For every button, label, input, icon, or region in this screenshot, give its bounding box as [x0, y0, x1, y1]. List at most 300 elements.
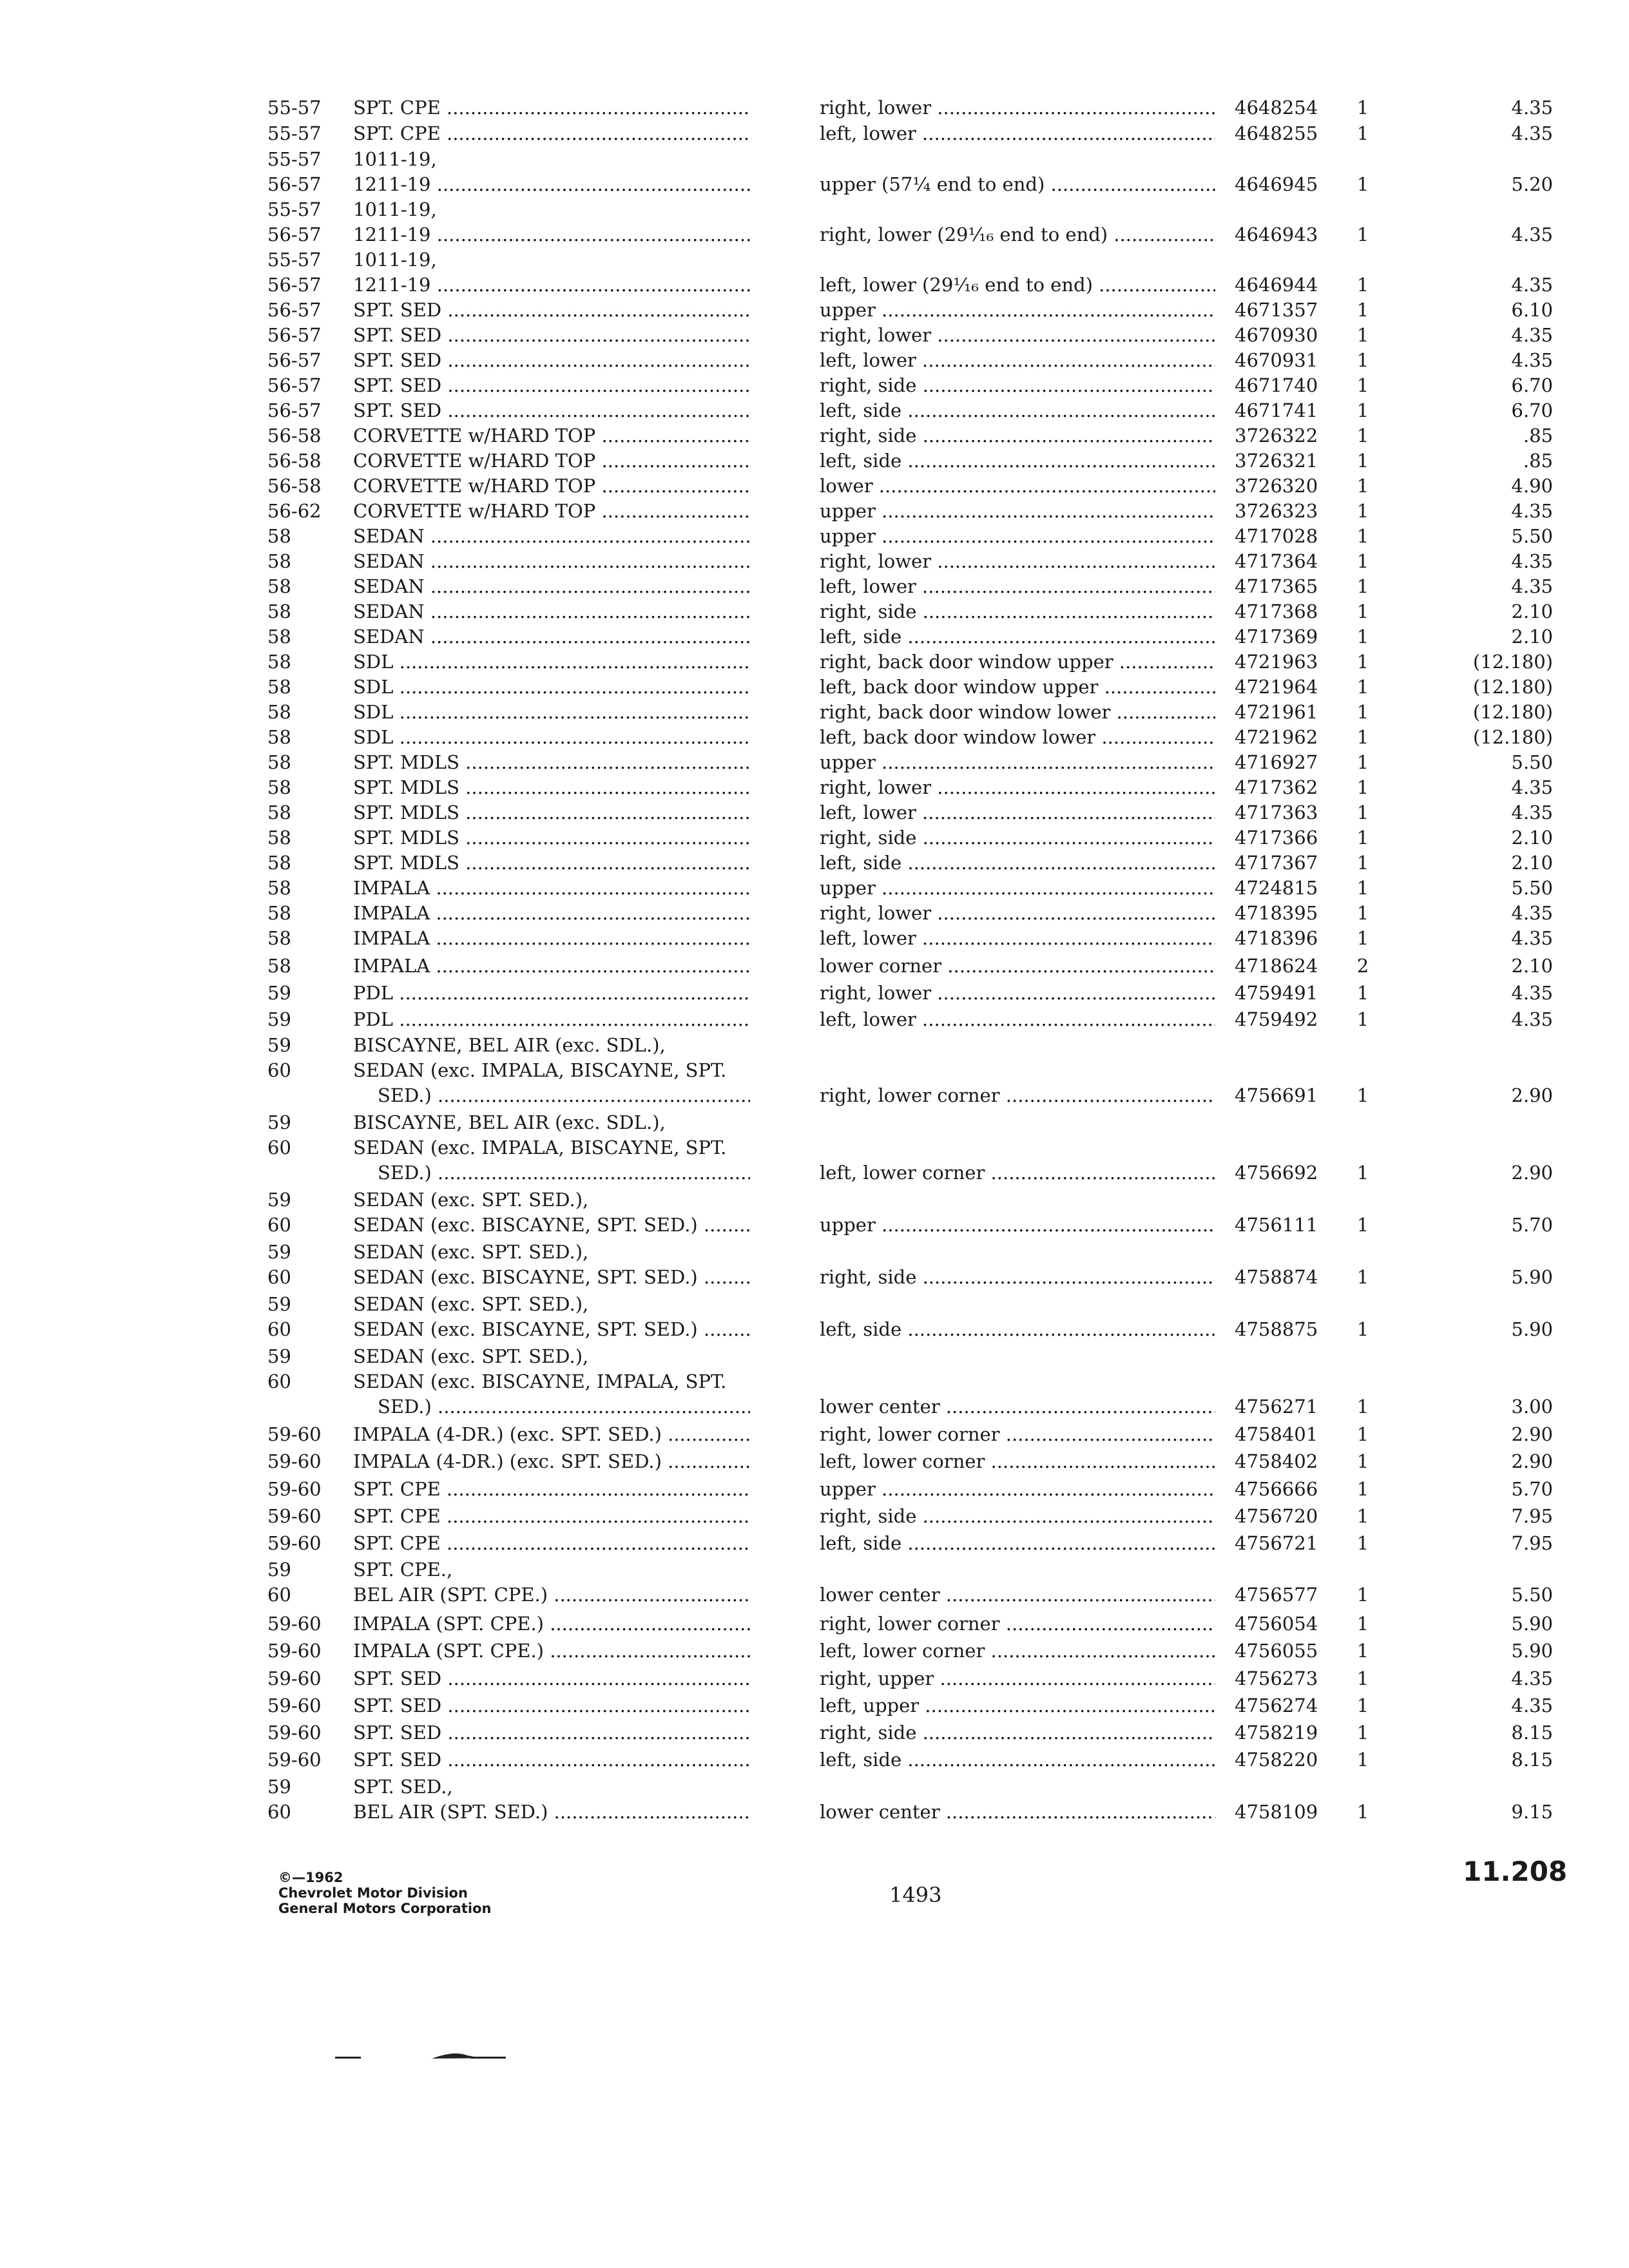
- model-cell: SPT. CPE .....: [353, 95, 750, 120]
- price-cell: 4.35: [1511, 122, 1553, 144]
- model-cell: SEDAN (exc. IMPALA, BISCAYNE, SPT.: [353, 1137, 727, 1158]
- price-cell: 4.35: [1511, 927, 1553, 949]
- catalog-row: [0, 1477, 1629, 1502]
- description-cell: left, lower .....: [820, 121, 1215, 146]
- year-cell: 58: [267, 726, 291, 748]
- description-cell: left, lower .....: [820, 800, 1215, 825]
- price-cell: 7.95: [1511, 1505, 1553, 1527]
- price-cell: 4.35: [1511, 575, 1553, 597]
- description-cell: lower center .....: [820, 1800, 1215, 1825]
- catalog-row-line: [0, 1720, 1629, 1745]
- model-cell: BEL AIR (SPT. SED.) .....: [353, 1800, 750, 1825]
- description-cell: upper (57¼ end to end) .....: [820, 172, 1215, 197]
- catalog-row-line: [0, 1557, 1629, 1582]
- year-cell: 55-57: [267, 97, 322, 119]
- part-number-cell: 4756055: [1235, 1640, 1318, 1662]
- year-cell: 56-57: [267, 299, 322, 321]
- part-number-cell: 4717365: [1235, 575, 1318, 597]
- catalog-row: [0, 675, 1629, 700]
- price-cell: 5.50: [1511, 877, 1553, 899]
- description-cell: right, lower .....: [820, 775, 1215, 800]
- catalog-row: [0, 1639, 1629, 1664]
- price-cell: 4.35: [1511, 500, 1553, 522]
- catalog-row-line: [0, 1240, 1629, 1265]
- catalog-row: [0, 448, 1629, 474]
- catalog-row: [0, 954, 1629, 979]
- catalog-row-line: [0, 624, 1629, 649]
- description-cell: left, lower .....: [820, 348, 1215, 373]
- part-number-cell: 4718624: [1235, 955, 1318, 977]
- catalog-row: [0, 725, 1629, 750]
- model-cell: SEDAN (exc. SPT. SED.),: [353, 1345, 589, 1367]
- model-cell: SPT. CPE .....: [353, 121, 750, 146]
- catalog-row: [0, 1449, 1629, 1474]
- model-cell: SPT. CPE .....: [353, 1477, 750, 1502]
- description-cell: right, side .....: [820, 1265, 1215, 1290]
- model-cell: SPT. SED .....: [353, 373, 750, 398]
- catalog-row-line: [0, 700, 1629, 725]
- quantity-cell: 1: [1356, 852, 1369, 874]
- quantity-cell: 1: [1356, 601, 1369, 622]
- price-cell: (12.180): [1472, 701, 1553, 723]
- model-cell: SPT. MDLS .....: [353, 850, 750, 876]
- model-cell: SEDAN (exc. BISCAYNE, SPT. SED.) .....: [353, 1265, 750, 1290]
- description-cell: left, lower .....: [820, 574, 1215, 599]
- catalog-row: [0, 1344, 1629, 1419]
- catalog-row-line: [0, 1292, 1629, 1317]
- part-number-cell: 4671357: [1235, 299, 1318, 321]
- model-cell: SPT. CPE.,: [353, 1559, 453, 1581]
- price-cell: 4.35: [1511, 97, 1553, 119]
- description-cell: lower center .....: [820, 1394, 1215, 1419]
- quantity-cell: 1: [1356, 776, 1369, 798]
- year-cell: 56-57: [267, 324, 322, 346]
- model-cell: CORVETTE w/HARD TOP .....: [353, 448, 750, 474]
- catalog-row-line: [0, 524, 1629, 549]
- page-number: 1493: [889, 1883, 942, 1907]
- model-cell: IMPALA .....: [353, 954, 750, 979]
- catalog-row-line: [0, 750, 1629, 775]
- model-cell: SEDAN (exc. BISCAYNE, SPT. SED.) .....: [353, 1213, 750, 1238]
- quantity-cell: 1: [1356, 1749, 1369, 1771]
- year-cell: 59: [267, 1034, 291, 1056]
- catalog-row: [0, 197, 1629, 247]
- quantity-cell: 1: [1356, 374, 1369, 396]
- catalog-row-line: [0, 1265, 1629, 1290]
- description-cell: right, side .....: [820, 1720, 1215, 1745]
- price-cell: 4.35: [1511, 982, 1553, 1004]
- quantity-cell: 1: [1356, 399, 1369, 421]
- part-number-cell: 4648255: [1235, 122, 1318, 144]
- year-cell: 59: [267, 1111, 291, 1133]
- quantity-cell: 1: [1356, 802, 1369, 823]
- year-cell: 58: [267, 601, 291, 622]
- model-cell: BISCAYNE, BEL AIR (exc. SDL.),: [353, 1111, 666, 1133]
- catalog-row: [0, 1504, 1629, 1529]
- description-cell: upper .....: [820, 524, 1215, 549]
- catalog-row: [0, 474, 1629, 499]
- part-number-cell: 4758874: [1235, 1266, 1318, 1288]
- description-cell: left, side .....: [820, 398, 1215, 423]
- quantity-cell: 1: [1356, 1695, 1369, 1716]
- catalog-row-line: [0, 423, 1629, 448]
- model-cell: SEDAN (exc. SPT. SED.),: [353, 1189, 589, 1211]
- description-cell: upper .....: [820, 876, 1215, 901]
- catalog-row-line: [0, 474, 1629, 499]
- description-cell: left, lower .....: [820, 1007, 1215, 1032]
- year-cell: 58: [267, 575, 291, 597]
- price-cell: 4.35: [1511, 550, 1553, 572]
- part-number-cell: 4756666: [1235, 1478, 1318, 1500]
- model-cell: SPT. SED .....: [353, 1666, 750, 1691]
- model-cell: 1211-19 .....: [353, 222, 750, 247]
- model-cell: 1211-19 .....: [353, 273, 750, 298]
- catalog-row-line: [0, 876, 1629, 901]
- description-cell: upper .....: [820, 750, 1215, 775]
- price-cell: 3.00: [1511, 1396, 1553, 1418]
- catalog-row-line: [0, 222, 1629, 247]
- quantity-cell: 1: [1356, 1584, 1369, 1606]
- model-cell: SPT. SED .....: [353, 1693, 750, 1718]
- part-number-cell: 4758402: [1235, 1450, 1318, 1472]
- catalog-row: [0, 649, 1629, 675]
- model-cell: SDL .....: [353, 675, 750, 700]
- part-number-cell: 3726320: [1235, 475, 1318, 497]
- catalog-row: [0, 825, 1629, 850]
- price-cell: 2.10: [1511, 626, 1553, 648]
- price-cell: 2.10: [1511, 827, 1553, 849]
- part-number-cell: 4724815: [1235, 877, 1318, 899]
- price-cell: 9.15: [1511, 1801, 1553, 1823]
- quantity-cell: 1: [1356, 1532, 1369, 1554]
- quantity-cell: 1: [1356, 1505, 1369, 1527]
- price-cell: 5.70: [1511, 1478, 1553, 1500]
- catalog-row: [0, 1774, 1629, 1825]
- year-cell: 56-58: [267, 475, 322, 497]
- description-cell: right, back door window lower .....: [820, 700, 1215, 725]
- quantity-cell: 1: [1356, 425, 1369, 447]
- catalog-row-line: [0, 121, 1629, 146]
- price-cell: 5.50: [1511, 1584, 1553, 1606]
- catalog-row-line: [0, 448, 1629, 474]
- catalog-row: [0, 1292, 1629, 1342]
- model-cell: IMPALA (SPT. CPE.) .....: [353, 1639, 750, 1664]
- year-cell: 56-58: [267, 450, 322, 472]
- year-cell: 59: [267, 1008, 291, 1030]
- model-cell: SPT. MDLS .....: [353, 750, 750, 775]
- catalog-row-line: [0, 926, 1629, 951]
- price-cell: 5.70: [1511, 1214, 1553, 1236]
- description-cell: right, lower corner .....: [820, 1611, 1215, 1637]
- model-cell: SEDAN .....: [353, 599, 750, 624]
- part-number-cell: 4756691: [1235, 1084, 1318, 1106]
- price-cell: 6.70: [1511, 399, 1553, 421]
- part-number-cell: 4756577: [1235, 1584, 1318, 1606]
- year-cell: 56-58: [267, 425, 322, 447]
- catalog-row: [0, 876, 1629, 901]
- catalog-row: [0, 1531, 1629, 1556]
- catalog-row-line: [0, 1477, 1629, 1502]
- description-cell: lower corner .....: [820, 954, 1215, 979]
- model-cell: IMPALA (SPT. CPE.) .....: [353, 1611, 750, 1637]
- quantity-cell: 1: [1356, 751, 1369, 773]
- quantity-cell: 1: [1356, 525, 1369, 547]
- part-number-cell: 4717369: [1235, 626, 1318, 648]
- description-cell: left, lower corner .....: [820, 1160, 1215, 1186]
- part-number-cell: 4721962: [1235, 726, 1318, 748]
- description-cell: left, side .....: [820, 1317, 1215, 1342]
- catalog-row-line: [0, 954, 1629, 979]
- year-cell: 59-60: [267, 1640, 322, 1662]
- year-cell: 60: [267, 1059, 291, 1081]
- part-number-cell: 4756720: [1235, 1505, 1318, 1527]
- description-cell: left, lower corner .....: [820, 1449, 1215, 1474]
- scan-artifact-mark: [335, 2049, 554, 2062]
- year-cell: 58: [267, 852, 291, 874]
- model-cell: SPT. CPE .....: [353, 1504, 750, 1529]
- catalog-row-line: [0, 95, 1629, 120]
- model-cell: SEDAN (exc. IMPALA, BISCAYNE, SPT.: [353, 1059, 727, 1081]
- catalog-row-line: [0, 800, 1629, 825]
- part-number-cell: 3726322: [1235, 425, 1318, 447]
- price-cell: 5.50: [1511, 525, 1553, 547]
- catalog-row-line: [0, 1394, 1629, 1419]
- year-cell: 58: [267, 877, 291, 899]
- description-cell: right, lower .....: [820, 981, 1215, 1006]
- catalog-row-line: [0, 1083, 1629, 1108]
- price-cell: 6.70: [1511, 374, 1553, 396]
- catalog-row: [0, 323, 1629, 348]
- quantity-cell: 1: [1356, 1084, 1369, 1106]
- catalog-row: [0, 147, 1629, 197]
- year-cell: 59-60: [267, 1749, 322, 1771]
- description-cell: right, lower corner .....: [820, 1083, 1215, 1108]
- price-cell: 8.15: [1511, 1749, 1553, 1771]
- catalog-row: [0, 1187, 1629, 1238]
- description-cell: right, side .....: [820, 373, 1215, 398]
- price-cell: .85: [1523, 425, 1553, 447]
- model-cell: SED.) .....: [378, 1394, 750, 1419]
- quantity-cell: 1: [1356, 1667, 1369, 1689]
- description-cell: right, lower .....: [820, 549, 1215, 574]
- description-cell: left, side .....: [820, 1747, 1215, 1773]
- catalog-row: [0, 901, 1629, 926]
- part-number-cell: 4670930: [1235, 324, 1318, 346]
- quantity-cell: 1: [1356, 1318, 1369, 1340]
- catalog-row: [0, 574, 1629, 599]
- catalog-row: [0, 121, 1629, 146]
- model-cell: SPT. SED .....: [353, 398, 750, 423]
- model-cell: IMPALA (4-DR.) (exc. SPT. SED.) .....: [353, 1449, 750, 1474]
- catalog-row: [0, 700, 1629, 725]
- description-cell: left, lower .....: [820, 926, 1215, 951]
- description-cell: left, upper .....: [820, 1693, 1215, 1718]
- quantity-cell: 1: [1356, 1722, 1369, 1744]
- part-number-cell: 4717362: [1235, 776, 1318, 798]
- quantity-cell: 1: [1356, 877, 1369, 899]
- price-cell: 4.35: [1511, 776, 1553, 798]
- quantity-cell: 1: [1356, 299, 1369, 321]
- catalog-row: [0, 981, 1629, 1006]
- description-cell: left, side .....: [820, 850, 1215, 876]
- catalog-row-line: [0, 1504, 1629, 1529]
- quantity-cell: 1: [1356, 500, 1369, 522]
- year-cell: 59-60: [267, 1722, 322, 1744]
- model-cell: SPT. SED .....: [353, 1720, 750, 1745]
- catalog-row-line: [0, 499, 1629, 524]
- part-number-cell: 4717363: [1235, 802, 1318, 823]
- catalog-row: [0, 398, 1629, 423]
- price-cell: 2.90: [1511, 1450, 1553, 1472]
- year-cell: 58: [267, 676, 291, 698]
- quantity-cell: 1: [1356, 1396, 1369, 1418]
- year-cell: 59-60: [267, 1505, 322, 1527]
- quantity-cell: 1: [1356, 349, 1369, 371]
- year-cell: 60: [267, 1137, 291, 1158]
- catalog-row-line: [0, 323, 1629, 348]
- copyright-line: General Motors Corporation: [278, 1901, 492, 1916]
- catalog-row-line: [0, 348, 1629, 373]
- copyright-line: Chevrolet Motor Division: [278, 1885, 468, 1901]
- price-cell: 4.90: [1511, 475, 1553, 497]
- price-cell: 4.35: [1511, 1695, 1553, 1716]
- description-cell: upper .....: [820, 1213, 1215, 1238]
- year-cell: 56-57: [267, 173, 322, 195]
- catalog-row: [0, 599, 1629, 624]
- model-cell: PDL .....: [353, 1007, 750, 1032]
- part-number-cell: 4671741: [1235, 399, 1318, 421]
- year-cell: 55-57: [267, 198, 322, 220]
- year-cell: 60: [267, 1370, 291, 1392]
- catalog-row-line: [0, 725, 1629, 750]
- year-cell: 60: [267, 1266, 291, 1288]
- part-number-cell: 4671740: [1235, 374, 1318, 396]
- year-cell: 55-57: [267, 148, 322, 170]
- catalog-row: [0, 750, 1629, 775]
- part-number-cell: 4718396: [1235, 927, 1318, 949]
- model-cell: SEDAN .....: [353, 574, 750, 599]
- model-cell: SEDAN (exc. BISCAYNE, SPT. SED.) .....: [353, 1317, 750, 1342]
- model-cell: SEDAN (exc. BISCAYNE, IMPALA, SPT.: [353, 1370, 727, 1392]
- year-cell: 59-60: [267, 1667, 322, 1689]
- part-number-cell: 3726321: [1235, 450, 1318, 472]
- quantity-cell: 1: [1356, 1008, 1369, 1030]
- price-cell: 5.50: [1511, 751, 1553, 773]
- description-cell: right, lower .....: [820, 323, 1215, 348]
- quantity-cell: 1: [1356, 1640, 1369, 1662]
- price-cell: (12.180): [1472, 651, 1553, 673]
- year-cell: 59: [267, 982, 291, 1004]
- model-cell: SPT. SED .....: [353, 323, 750, 348]
- description-cell: left, side .....: [820, 1531, 1215, 1556]
- year-cell: 59: [267, 1559, 291, 1581]
- model-cell: SPT. SED.,: [353, 1776, 453, 1798]
- description-cell: left, lower corner .....: [820, 1639, 1215, 1664]
- year-cell: 56-62: [267, 500, 322, 522]
- quantity-cell: 1: [1356, 1266, 1369, 1288]
- catalog-row-line: [0, 1639, 1629, 1664]
- model-cell: SDL .....: [353, 649, 750, 675]
- year-cell: 58: [267, 955, 291, 977]
- year-cell: 56-57: [267, 224, 322, 245]
- part-number-cell: 4646945: [1235, 173, 1318, 195]
- model-cell: CORVETTE w/HARD TOP .....: [353, 499, 750, 524]
- part-number-cell: 4758220: [1235, 1749, 1318, 1771]
- model-cell: 1211-19 .....: [353, 172, 750, 197]
- price-cell: 4.35: [1511, 902, 1553, 924]
- quantity-cell: 1: [1356, 173, 1369, 195]
- model-cell: SPT. SED .....: [353, 348, 750, 373]
- catalog-row: [0, 373, 1629, 398]
- price-cell: 7.95: [1511, 1532, 1553, 1554]
- catalog-row-line: [0, 1110, 1629, 1135]
- catalog-row: [0, 926, 1629, 951]
- price-cell: 2.90: [1511, 1162, 1553, 1184]
- quantity-cell: 1: [1356, 1613, 1369, 1635]
- year-cell: 58: [267, 550, 291, 572]
- price-cell: (12.180): [1472, 726, 1553, 748]
- model-cell: CORVETTE w/HARD TOP .....: [353, 474, 750, 499]
- model-cell: SPT. MDLS .....: [353, 825, 750, 850]
- part-number-cell: 4721961: [1235, 701, 1318, 723]
- price-cell: 4.35: [1511, 1667, 1553, 1689]
- description-cell: right, lower corner .....: [820, 1422, 1215, 1447]
- part-number-cell: 4756274: [1235, 1695, 1318, 1716]
- model-cell: IMPALA .....: [353, 876, 750, 901]
- price-cell: 4.35: [1511, 224, 1553, 245]
- year-cell: 60: [267, 1318, 291, 1340]
- catalog-row-line: [0, 1213, 1629, 1238]
- price-cell: 5.90: [1511, 1640, 1553, 1662]
- description-cell: upper .....: [820, 1477, 1215, 1502]
- catalog-row-line: [0, 147, 1629, 172]
- part-number-cell: 4646943: [1235, 224, 1318, 245]
- catalog-row: [0, 1033, 1629, 1108]
- description-cell: upper .....: [820, 298, 1215, 323]
- model-cell: 1011-19,: [353, 148, 437, 170]
- model-cell: SPT. SED .....: [353, 298, 750, 323]
- catalog-row-line: [0, 1800, 1629, 1825]
- model-cell: 1011-19,: [353, 249, 437, 271]
- quantity-cell: 1: [1356, 1423, 1369, 1445]
- model-cell: BEL AIR (SPT. CPE.) .....: [353, 1582, 750, 1608]
- catalog-row-line: [0, 373, 1629, 398]
- year-cell: 59: [267, 1189, 291, 1211]
- year-cell: 59: [267, 1776, 291, 1798]
- catalog-row-line: [0, 825, 1629, 850]
- catalog-row: [0, 1240, 1629, 1290]
- price-cell: 5.90: [1511, 1318, 1553, 1340]
- catalog-row: [0, 95, 1629, 120]
- description-cell: right, upper .....: [820, 1666, 1215, 1691]
- catalog-row-line: [0, 1187, 1629, 1213]
- part-number-cell: 4756273: [1235, 1667, 1318, 1689]
- model-cell: SPT. MDLS .....: [353, 800, 750, 825]
- quantity-cell: 1: [1356, 1162, 1369, 1184]
- quantity-cell: 2: [1356, 955, 1369, 977]
- year-cell: 60: [267, 1801, 291, 1823]
- quantity-cell: 1: [1356, 475, 1369, 497]
- catalog-row-line: [0, 1774, 1629, 1800]
- price-cell: 4.35: [1511, 349, 1553, 371]
- catalog-row: [0, 1747, 1629, 1773]
- model-cell: 1011-19,: [353, 198, 437, 220]
- catalog-row-line: [0, 1317, 1629, 1342]
- price-cell: (12.180): [1472, 676, 1553, 698]
- year-cell: 60: [267, 1584, 291, 1606]
- year-cell: 58: [267, 701, 291, 723]
- catalog-row: [0, 850, 1629, 876]
